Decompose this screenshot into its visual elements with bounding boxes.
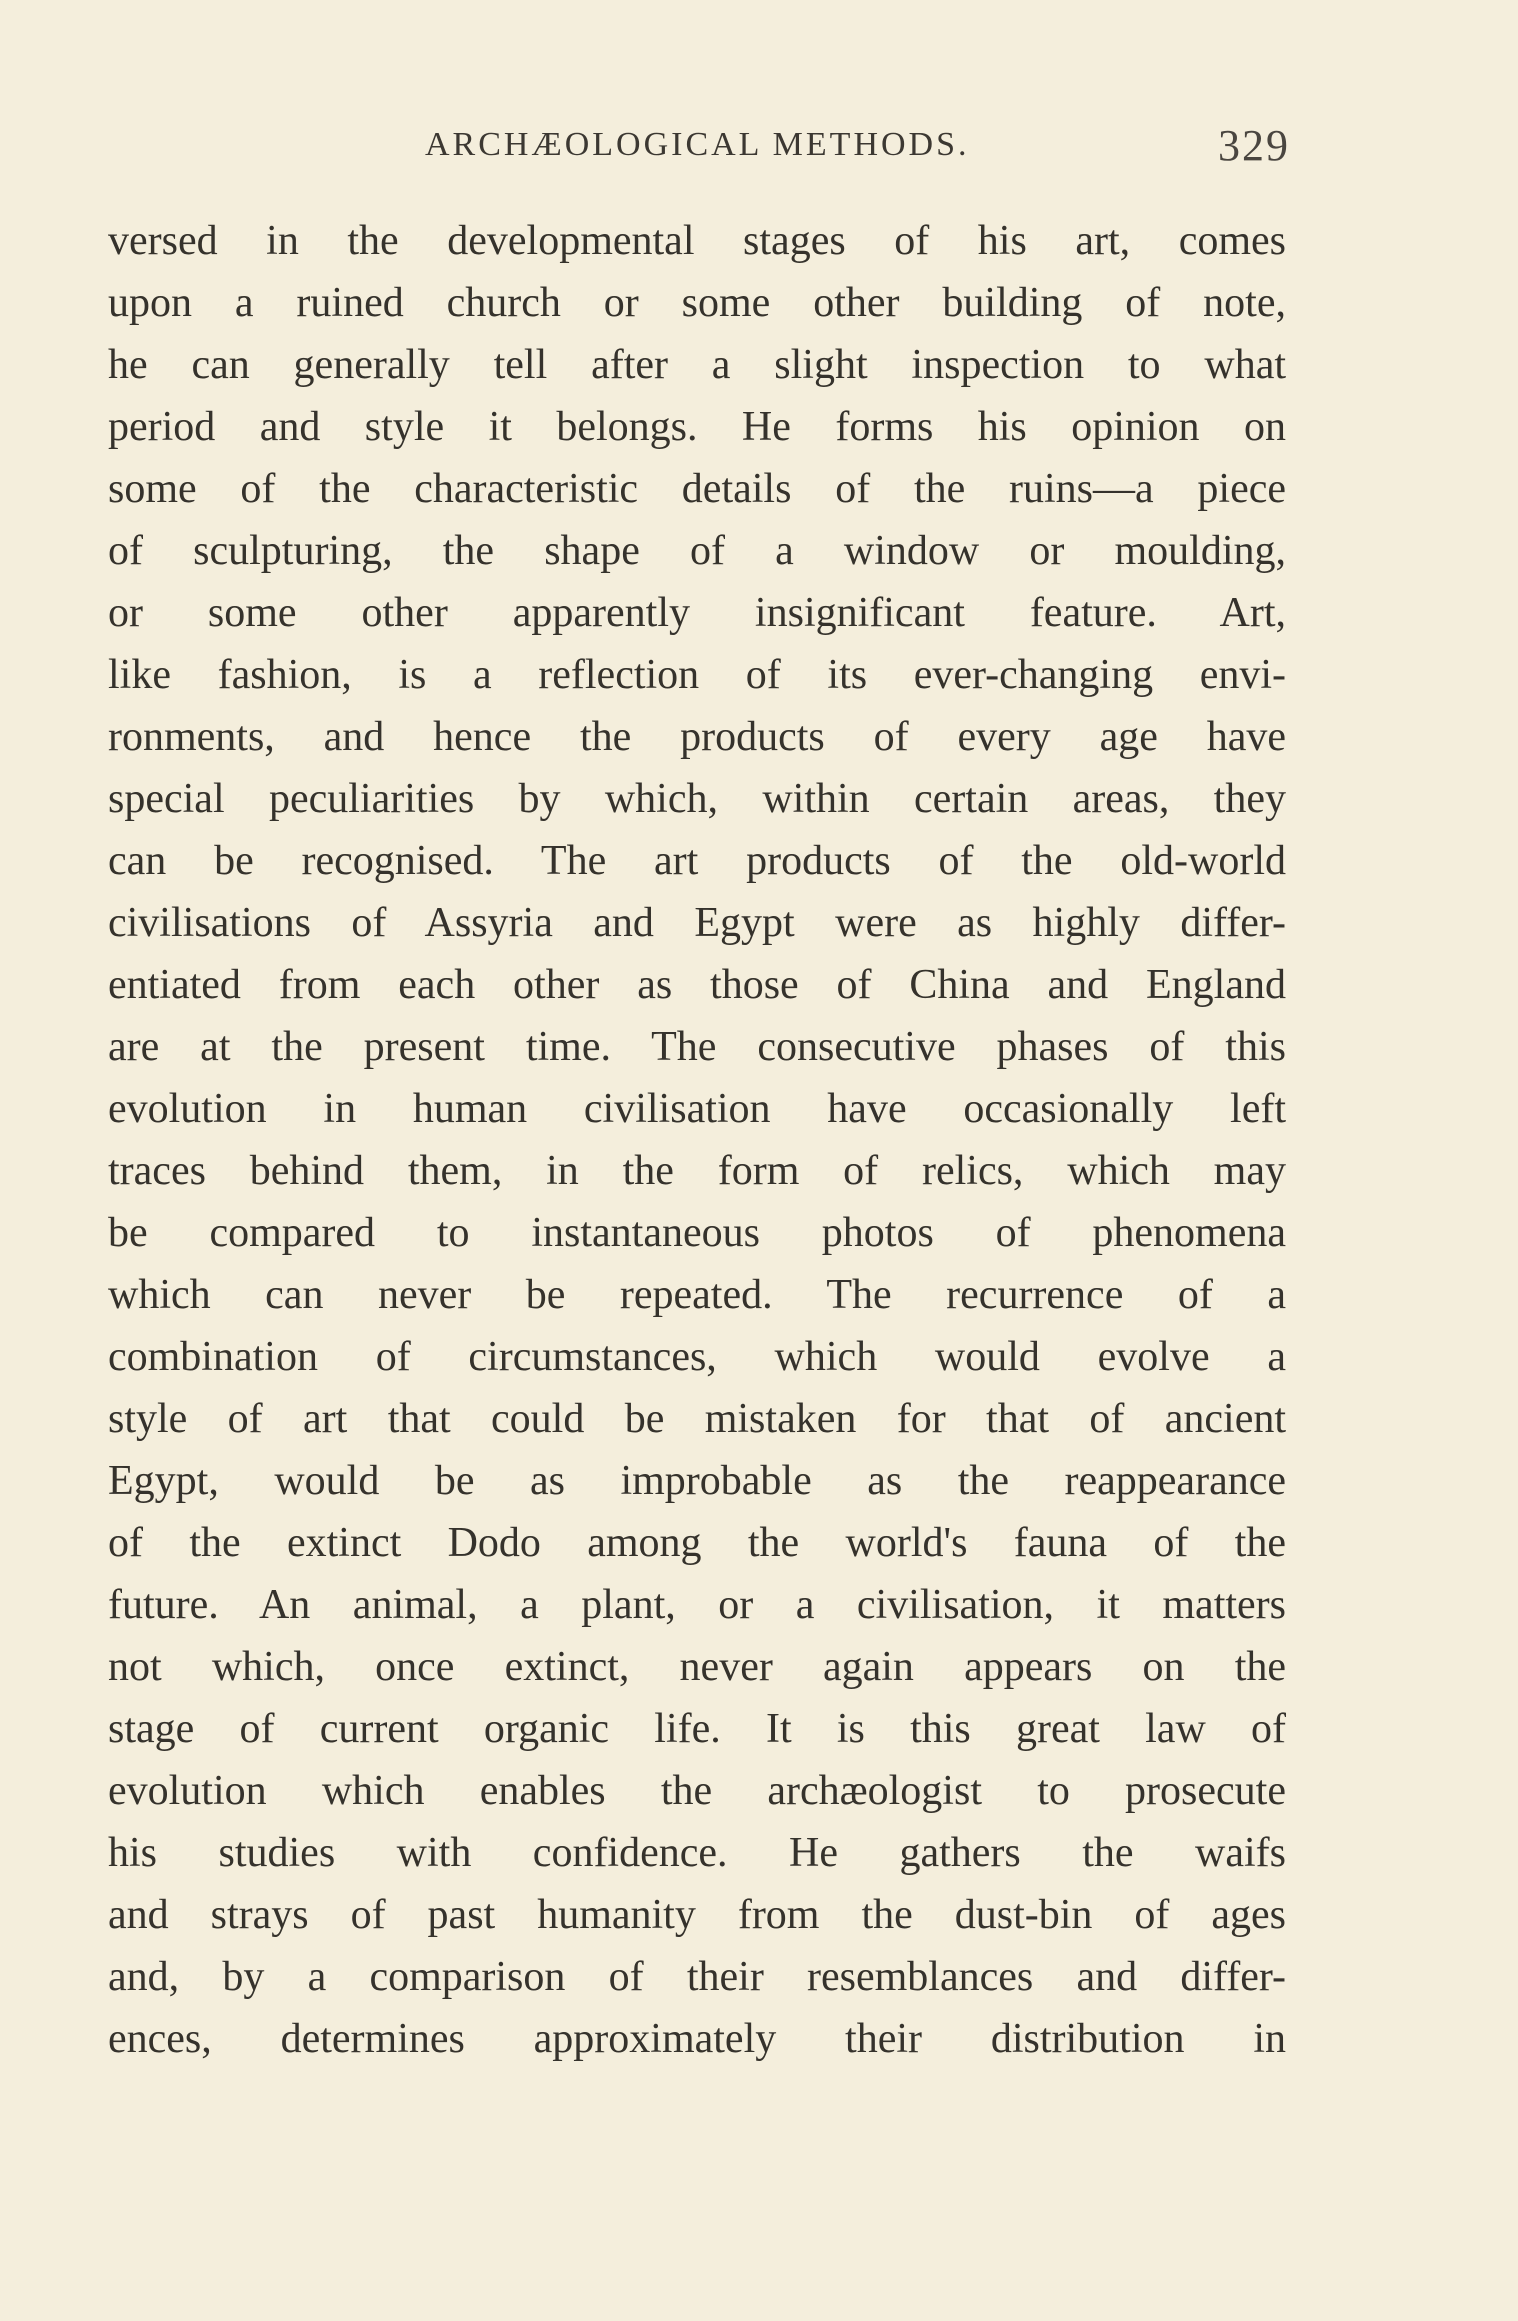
text-line: can be recognised. The art products of the old-world: [108, 838, 1286, 884]
text-line: like fashion, is a reflection of its ever-changing envi-: [108, 652, 1286, 698]
body-text: [108, 210, 1286, 2070]
text-line: or some other apparently insignificant feature. Art,: [108, 590, 1286, 636]
text-line: some of the characteristic details of the ruins—a piece: [108, 466, 1286, 512]
text-line: period and style it belongs. He forms his opinion on: [108, 404, 1286, 450]
text-line: future. An animal, a plant, or a civilisation, it matters: [108, 1582, 1286, 1628]
text-line: and strays of past humanity from the dust-bin of ages: [108, 1892, 1286, 1938]
page-number: 329: [1218, 121, 1290, 170]
text-line: and, by a comparison of their resemblances and differ-: [108, 1954, 1286, 2000]
text-line: style of art that could be mistaken for that of ancient: [108, 1396, 1286, 1442]
text-line: traces behind them, in the form of relics, which may: [108, 1148, 1286, 1194]
text-line: be compared to instantaneous photos of phenomena: [108, 1210, 1286, 1256]
text-line: of the extinct Dodo among the world's fauna of the: [108, 1520, 1286, 1566]
text-line: evolution in human civilisation have occasionally left: [108, 1086, 1286, 1132]
text-line: are at the present time. The consecutive phases of this: [108, 1024, 1286, 1070]
text-line: ences, determines approximately their distribution in: [108, 2016, 1286, 2062]
running-title: ARCHÆOLOGICAL METHODS.: [425, 126, 970, 163]
text-line: not which, once extinct, never again appears on the: [108, 1644, 1286, 1690]
text-line: which can never be repeated. The recurrence of a: [108, 1272, 1286, 1318]
text-line: entiated from each other as those of China and England: [108, 962, 1286, 1008]
text-line: combination of circumstances, which would evolve a: [108, 1334, 1286, 1380]
text-line: he can generally tell after a slight inspection to what: [108, 342, 1286, 388]
text-line: civilisations of Assyria and Egypt were as highly differ-: [108, 900, 1286, 946]
text-line: special peculiarities by which, within certain areas, they: [108, 776, 1286, 822]
text-line: versed in the developmental stages of his art, comes: [108, 218, 1286, 264]
page-header: [105, 118, 1290, 178]
text-line: of sculpturing, the shape of a window or moulding,: [108, 528, 1286, 574]
text-line: ronments, and hence the products of every age have: [108, 714, 1286, 760]
text-line: evolution which enables the archæologist to prosecute: [108, 1768, 1286, 1814]
text-line: stage of current organic life. It is this great law of: [108, 1706, 1286, 1752]
text-line: Egypt, would be as improbable as the reappearance: [108, 1458, 1286, 1504]
text-line: upon a ruined church or some other building of note,: [108, 280, 1286, 326]
text-line: his studies with confidence. He gathers the waifs: [108, 1830, 1286, 1876]
